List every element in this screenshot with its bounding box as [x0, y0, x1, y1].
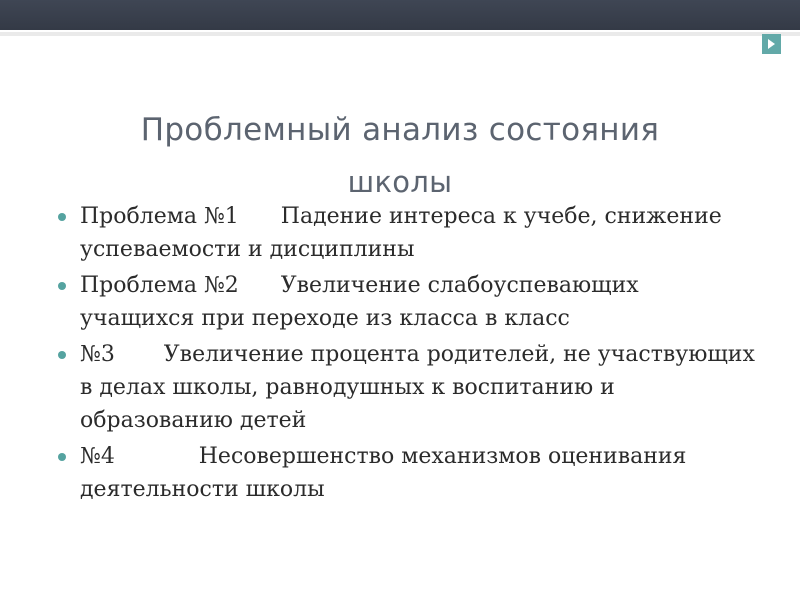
list-item	[56, 440, 756, 506]
item-label: Проблема №1	[80, 204, 239, 229]
item-gap	[239, 204, 281, 229]
item-gap	[115, 444, 199, 469]
play-arrow-icon	[768, 39, 775, 49]
teal-dot-icon	[58, 351, 66, 359]
item-text: Несовершенство механизмов оценивания деятельности школы	[80, 444, 687, 502]
teal-dot-icon	[58, 282, 66, 290]
item-gap	[239, 273, 281, 298]
item-label: №3	[80, 342, 115, 367]
list-item	[56, 269, 756, 335]
item-text: Увеличение слабоуспевающих учащихся при переходе из класса в класс	[80, 273, 639, 331]
item-gap	[115, 342, 164, 367]
slide-title	[40, 104, 760, 208]
item-label: №4	[80, 444, 115, 469]
title-line-1: Проблемный анализ состояния	[140, 112, 660, 148]
item-label: Проблема №2	[80, 273, 239, 298]
list-item	[56, 338, 756, 437]
problem-list	[56, 200, 756, 509]
title-line-2: школы	[347, 165, 453, 199]
header-rule	[0, 32, 800, 36]
teal-dot-icon	[58, 453, 66, 461]
item-text: Падение интереса к учебе, снижение успеваемости и дисциплины	[80, 204, 722, 262]
list-item	[56, 200, 756, 266]
header-bar	[0, 0, 800, 30]
teal-dot-icon	[58, 213, 66, 221]
item-text: Увеличение процента родителей, не участвующих в делах школы, равнодушных к воспитанию и образованию детей	[80, 342, 755, 433]
